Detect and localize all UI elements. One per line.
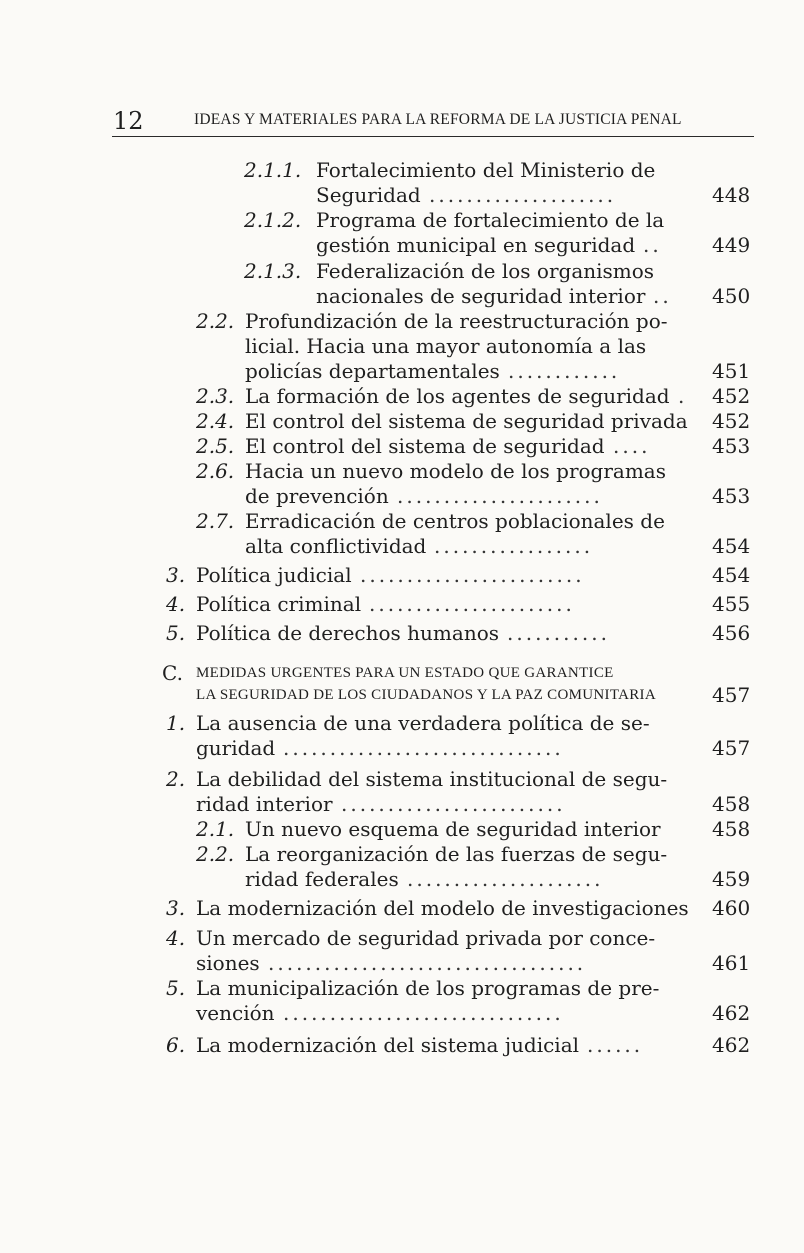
- toc-entry: [0, 976, 804, 1026]
- toc-leader-dots: ......................: [369, 592, 575, 616]
- toc-entry-number: 5.: [166, 621, 186, 645]
- toc-entry-title-line: MEDIDAS URGENTES PARA UN ESTADO QUE GARANTICE: [196, 665, 614, 681]
- toc-leader-dots: .................: [434, 534, 594, 558]
- toc-entry-page: 462: [712, 1001, 751, 1025]
- toc-entry-title-line: ridad federales: [245, 867, 399, 891]
- toc-entry-page: 458: [712, 792, 751, 816]
- toc-leader-dots: ......................: [397, 484, 603, 508]
- toc-entry-title-line: alta conflictividad: [245, 534, 427, 558]
- toc-leader-dots: ..................................: [268, 951, 587, 975]
- toc-entry-number: 2.7.: [196, 509, 235, 533]
- toc-entry: [0, 661, 804, 705]
- toc-entry-title-line: Un mercado de seguridad privada por conce-: [196, 926, 656, 950]
- toc-entry-page: 456: [712, 621, 751, 645]
- toc-entry-number: 2.5.: [196, 434, 235, 458]
- toc-entry: [0, 621, 804, 646]
- toc-entry-page: 458: [712, 817, 751, 841]
- toc-entry-page: 460: [712, 896, 751, 920]
- toc-entry-number: 2.1.1.: [244, 158, 302, 182]
- toc-entry: [0, 896, 804, 921]
- toc-entry-page: 448: [712, 183, 751, 207]
- toc-entry-title-line: Política criminal: [196, 592, 362, 616]
- toc-entry-title-line: Fortalecimiento del Ministerio de: [316, 158, 656, 182]
- toc-entry: [0, 509, 804, 559]
- toc-entry-number: 4.: [166, 592, 186, 616]
- toc-entry: [0, 208, 804, 258]
- toc-entry-page: 457: [712, 736, 751, 760]
- toc-entry-title-line: Federalización de los organismos: [316, 259, 655, 283]
- toc-entry-title-line: nacionales de seguridad interior: [316, 284, 646, 308]
- toc-leader-dots: .: [678, 384, 688, 408]
- toc-entry: [0, 158, 804, 208]
- toc-entry: [0, 409, 804, 434]
- toc-entry-title-line: Seguridad: [316, 183, 421, 207]
- toc-entry-title-line: LA SEGURIDAD DE LOS CIUDADANOS Y LA PAZ COMUNITARIA: [196, 687, 656, 703]
- toc-entry-page: 453: [712, 434, 751, 458]
- toc-entry-page: 462: [712, 1033, 751, 1057]
- toc-entry-number: 3.: [166, 896, 186, 920]
- toc-entry-title-line: El control del sistema de seguridad privada: [245, 409, 688, 433]
- toc-entry-page: 454: [712, 563, 751, 587]
- toc-entry-title-line: siones: [196, 951, 260, 975]
- toc-entry: [0, 563, 804, 588]
- toc-entry-title-line: El control del sistema de seguridad: [245, 434, 605, 458]
- toc-entry-title-line: La municipalización de los programas de pre-: [196, 976, 660, 1000]
- toc-leader-dots: ...........: [507, 621, 610, 645]
- toc-leader-dots: ....: [613, 434, 651, 458]
- toc-entry-number: 2.3.: [196, 384, 235, 408]
- toc-entry: [0, 926, 804, 976]
- toc-entry-number: 3.: [166, 563, 186, 587]
- header-rule: [112, 136, 754, 137]
- toc-entry-page: 453: [712, 484, 751, 508]
- toc-entry-title-line: La modernización del modelo de investigaciones: [196, 896, 689, 920]
- toc-entry-number: 4.: [166, 926, 186, 950]
- toc-entry-title-line: de prevención: [245, 484, 389, 508]
- toc-entry: [0, 842, 804, 892]
- toc-leader-dots: ..: [653, 284, 672, 308]
- toc-entry-title-line: licial. Hacia una mayor autonomía a las: [245, 334, 647, 358]
- toc-entry-title-line: Profundización de la reestructuración po-: [245, 309, 668, 333]
- toc-entry-number: 2.1.3.: [244, 259, 302, 283]
- toc-entry-number: 5.: [166, 976, 186, 1000]
- toc-entry: [0, 767, 804, 817]
- toc-entry-number: 2.1.2.: [244, 208, 302, 232]
- toc-leader-dots: ....................: [429, 183, 617, 207]
- toc-leader-dots: ......: [587, 1033, 644, 1057]
- toc-entry-number: 6.: [166, 1033, 186, 1057]
- toc-entry-page: 452: [712, 384, 751, 408]
- running-head: IDEAS Y MATERIALES PARA LA REFORMA DE LA JUSTICIA PENAL: [194, 111, 682, 128]
- toc-entry-title-line: La modernización del sistema judicial: [196, 1033, 580, 1057]
- toc-entry-title-line: policías departamentales: [245, 359, 500, 383]
- toc-entry-title-line: La ausencia de una verdadera política de se-: [196, 711, 650, 735]
- toc-leader-dots: ..............................: [283, 736, 564, 760]
- toc-entry-title-line: La reorganización de las fuerzas de segu-: [245, 842, 668, 866]
- toc-entry-page: 451: [712, 359, 751, 383]
- toc-entry-number: 2.2.: [196, 842, 235, 866]
- toc-entry-number: 2.: [166, 767, 186, 791]
- toc-entry-page: 454: [712, 534, 751, 558]
- toc-entry-title-line: Política judicial: [196, 563, 352, 587]
- toc-entry-title-line: Política de derechos humanos: [196, 621, 500, 645]
- toc-entry-title-line: guridad: [196, 736, 276, 760]
- toc-entry-title-line: Hacia un nuevo modelo de los programas: [245, 459, 666, 483]
- toc-entry-title-line: Programa de fortalecimiento de la: [316, 208, 665, 232]
- toc-leader-dots: ..: [643, 233, 662, 257]
- toc-entry: [0, 459, 804, 509]
- toc-entry: [0, 309, 804, 384]
- toc-entry-number: 2.2.: [196, 309, 235, 333]
- toc-entry-page: 461: [712, 951, 751, 975]
- toc-entry-title-line: La formación de los agentes de seguridad: [245, 384, 670, 408]
- toc-entry-title-line: vención: [196, 1001, 275, 1025]
- toc-entry-page: 459: [712, 867, 751, 891]
- toc-entry: [0, 817, 804, 842]
- toc-entry-number: 2.4.: [196, 409, 235, 433]
- toc-entry-title-line: La debilidad del sistema institucional de segu-: [196, 767, 668, 791]
- toc-entry-page: 455: [712, 592, 751, 616]
- toc-entry: [0, 259, 804, 309]
- toc-entry: [0, 1033, 804, 1058]
- toc-entry-title-line: Un nuevo esquema de seguridad interior: [245, 817, 661, 841]
- toc-entry-number: 1.: [166, 711, 186, 735]
- toc-entry: [0, 711, 804, 761]
- toc-entry-title-line: ridad interior: [196, 792, 333, 816]
- toc-leader-dots: ........................: [341, 792, 566, 816]
- toc-entry-page: 457: [712, 683, 751, 707]
- toc-entry-number: C.: [162, 661, 183, 685]
- toc-entry-number: 2.6.: [196, 459, 235, 483]
- toc-entry-title-line: Erradicación de centros poblacionales de: [245, 509, 665, 533]
- toc-leader-dots: .....................: [407, 867, 604, 891]
- toc-leader-dots: ............: [508, 359, 621, 383]
- toc-entry-page: 452: [712, 409, 751, 433]
- toc-entry: [0, 384, 804, 409]
- toc-entry-number: 2.1.: [196, 817, 235, 841]
- toc-entry: [0, 434, 804, 459]
- toc-entry: [0, 592, 804, 617]
- toc-entry-page: 450: [712, 284, 751, 308]
- toc-leader-dots: ........................: [360, 563, 585, 587]
- toc-leader-dots: ..............................: [283, 1001, 564, 1025]
- page-number: 12: [113, 107, 144, 135]
- toc-entry-title-line: gestión municipal en seguridad: [316, 233, 636, 257]
- toc-entry-page: 449: [712, 233, 751, 257]
